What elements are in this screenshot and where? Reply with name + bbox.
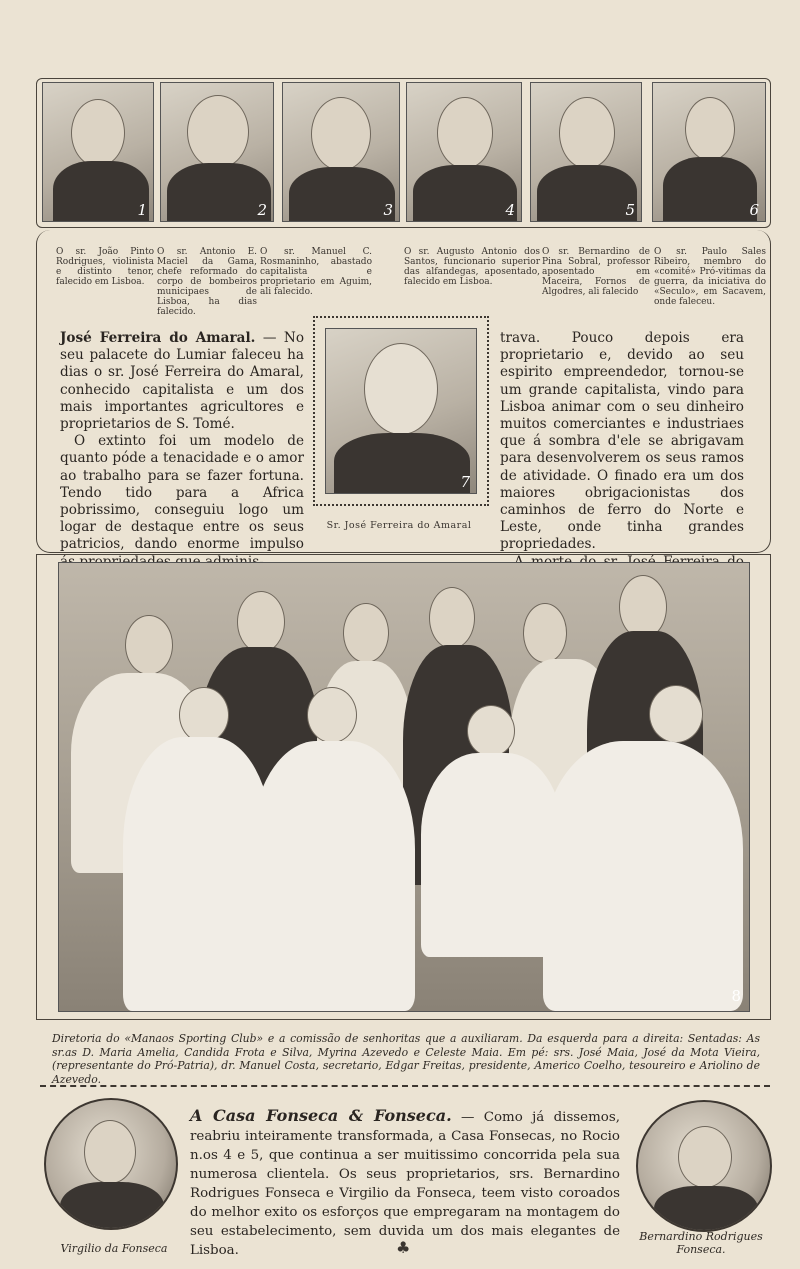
portrait-virgilio-caption: Virgilio da Fonseca <box>60 1242 168 1255</box>
amaral-photo-caption: Sr. José Ferreira do Amaral <box>326 520 472 531</box>
portrait-photo-3 <box>282 82 400 222</box>
portrait-number: 5 <box>625 201 635 219</box>
section-divider <box>40 1085 770 1087</box>
article-amaral-col1 <box>60 330 304 571</box>
portrait-caption-6: O sr. Paulo Sales Ribeiro, membro do «comité» Pró-vitimas da guerra, da iniciativa do «Seculo», em Sacavem, onde faleceu. <box>654 247 766 307</box>
amaral-photo <box>325 328 477 494</box>
article-amaral-heading: José Ferreira do Amaral. <box>60 330 256 346</box>
portrait-caption-4: O sr. Augusto Antonio dos Santos, funcionario superior das alfandegas, aposentado, falecido em Lisboa. <box>404 247 540 287</box>
article-fonseca-heading: A Casa Fonseca & Fonseca. <box>190 1106 452 1125</box>
portrait-photo-6 <box>652 82 766 222</box>
portrait-virgilio <box>44 1098 178 1230</box>
portrait-bernardino-caption <box>626 1230 776 1256</box>
group-photo-caption: Diretoria do «Manaos Sporting Club» e a comissão de senhoritas que a auxiliaram. Da esquerda para a direita: Sentadas: As sr.as D. Maria Amelia, Candida Frota e Silva, Myrina Azevedo e Celeste Maia. Em pé: srs. José Maia, José da Mota Vieira, (representante do Pró-Patria), dr. Manuel Costa, secretario, Edgar Freitas, presidente, Americo Coelho, tesoureiro e Ariolino de Azevedo. <box>52 1032 760 1086</box>
amaral-photo-frame <box>313 316 489 506</box>
portrait-caption-5: O sr. Bernardino de Pina Sobral, professor aposentado em Maceira, Fornos de Algodres, ali falecido <box>542 247 650 297</box>
portrait-caption-2: O sr. Antonio E. Maciel da Gama, chefe reformado do corpo de bombeiros municipaes de Lisboa, ha dias falecido. <box>157 247 257 317</box>
portrait-number: 6 <box>749 201 759 219</box>
portrait-photo-2 <box>160 82 274 222</box>
article-fonseca <box>190 1106 620 1260</box>
portrait-number: 1 <box>137 201 147 219</box>
portrait-caption-1: O sr. João Pinto Rodrigues, violinista e distinto tenor, falecido em Lisboa. <box>56 247 154 287</box>
portrait-photo-1 <box>42 82 154 222</box>
footer-ornament: ♣ <box>396 1238 411 1257</box>
portrait-number: 3 <box>383 201 393 219</box>
article-amaral-col2 <box>500 330 744 588</box>
article-amaral-text-1: — No seu palacete do Lumiar faleceu ha dias o sr. José Ferreira do Amaral, conhecido capitalista e um dos mais importantes agricultores e proprietarios de S. Tomé. <box>60 330 305 433</box>
portrait-photo-4 <box>406 82 522 222</box>
portrait-number: 4 <box>505 201 515 219</box>
portrait-photo-5 <box>530 82 642 222</box>
portrait-bernardino-caption-2: Fonseca. <box>676 1243 726 1256</box>
article-amaral-text-2: O extinto foi um modelo de quanto póde a tenacidade e o amor ao trabalho para se fazer fortuna. Tendo tido para a Africa pobrissimo, conseguiu logo um logar de destaque entre os seus patricios, dando enorme impulso <box>60 433 304 553</box>
group-photo-number: 8 <box>731 987 741 1005</box>
article-fonseca-text: — Como já dissemos, reabriu inteiramente transformada, a Casa Fonsecas, no Rocio n.os 4 e 5, que continua a ser muitissimo concorrida pela sua numerosa clientela. Os seus proprietarios, srs. Bernardino Rodrigues Fonseca e Virgilio da Fonseca, teem visto coroados do melhor exito os esforços que empregaram na montagem do seu estabelecimento, sem duvida um dos mais elegantes de Lisboa. <box>190 1110 620 1258</box>
portrait-number: 2 <box>257 201 267 219</box>
article-amaral-text-3: trava. Pouco depois era proprietario e, devido ao seu espirito empreendedor, tornou-se um grande capitalista, vindo para Lisboa animar com o seu dinheiro muitos comerciantes e industriaes que á sombra d'ele se abrigavam para desenvolverem os seus ramos de atividade. O finado era um dos maiores obrigacionistas dos caminhos de ferro do Norte e Leste, onde tinha grandes propriedades. <box>500 330 744 553</box>
portrait-caption-3: O sr. Manuel C. Rosmaninho, abastado capitalista e proprietario em Aguim, ali falecido. <box>260 247 372 297</box>
portrait-bernardino-caption-1: Bernardino Rodrigues <box>639 1230 763 1243</box>
amaral-photo-number: 7 <box>460 473 470 491</box>
portrait-bernardino <box>636 1100 772 1232</box>
group-photo <box>58 562 750 1012</box>
